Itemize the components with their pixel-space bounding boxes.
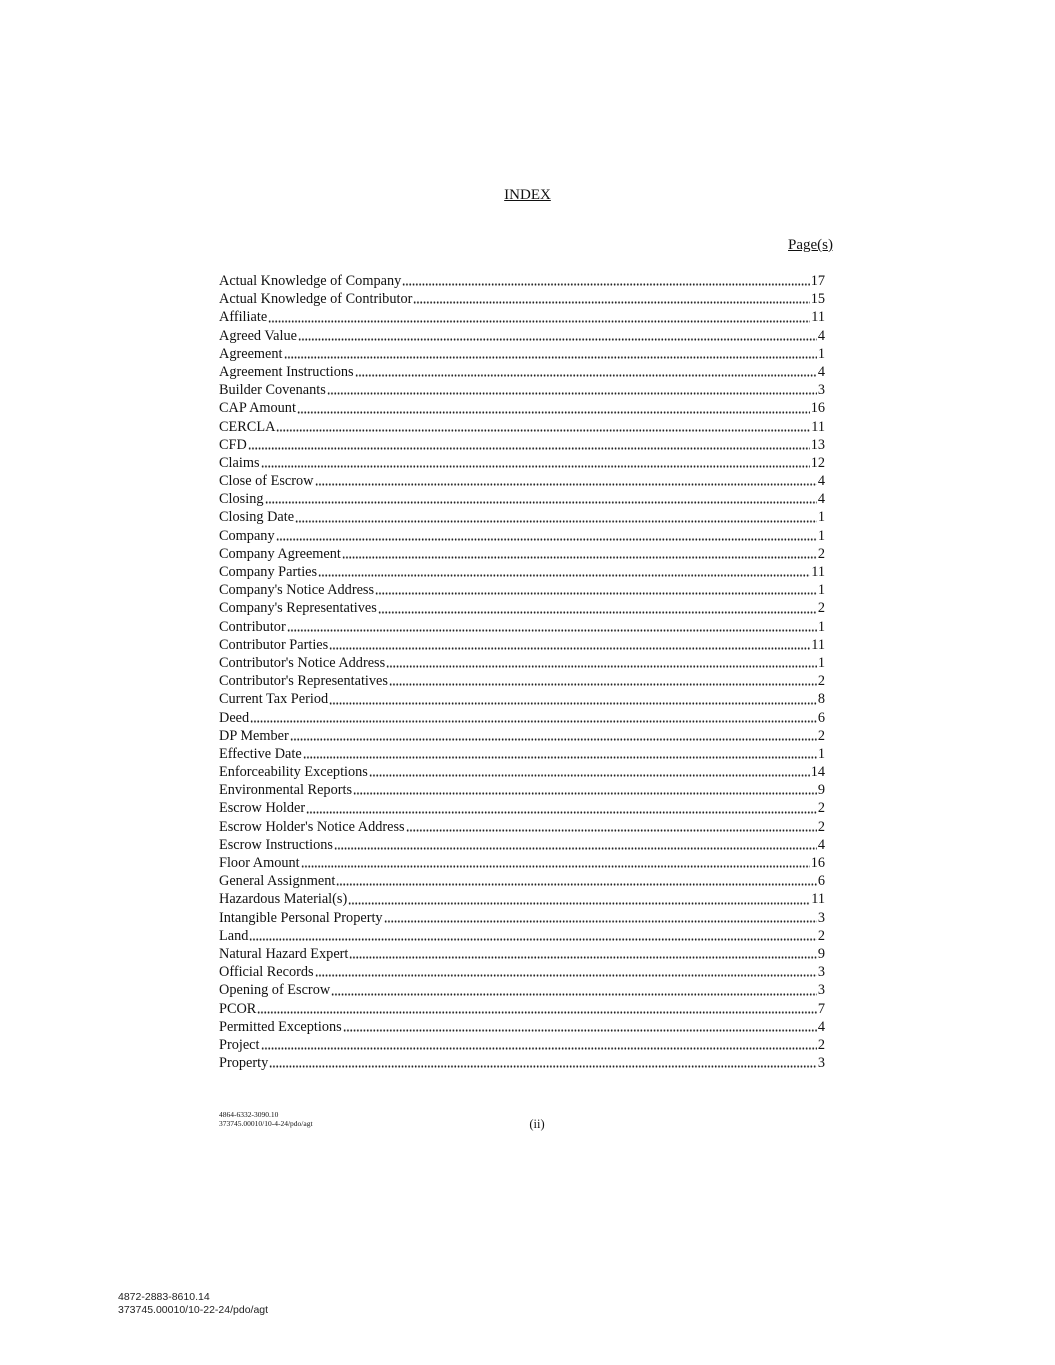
index-entry	[219, 472, 825, 490]
footer-id-line-2: 373745.00010/10-22-24/pdo/agt	[118, 1304, 269, 1316]
dot-leader	[269, 1065, 817, 1068]
dot-leader	[257, 1011, 816, 1014]
index-term: Agreed Value	[219, 327, 297, 344]
index-term: Current Tax Period	[219, 691, 329, 708]
index-page-number: 15	[810, 291, 825, 308]
index-entry	[219, 290, 825, 308]
index-entry	[219, 490, 825, 508]
index-page-number: 4	[817, 491, 825, 508]
index-term: Builder Covenants	[219, 382, 326, 399]
index-entry	[219, 872, 825, 890]
index-title: INDEX	[504, 187, 551, 203]
index-term: Escrow Holder's Notice Address	[219, 818, 405, 835]
index-page-number: 11	[811, 636, 825, 653]
dot-leader	[329, 647, 810, 650]
index-entry	[219, 363, 825, 381]
dot-leader	[303, 756, 817, 759]
index-term: Claims	[219, 454, 260, 471]
index-term: Floor Amount	[219, 855, 300, 871]
index-term: CAP Amount	[219, 400, 296, 417]
index-entry	[219, 1018, 825, 1036]
index-page-number: 2	[817, 818, 825, 835]
index-entry	[219, 545, 825, 563]
index-page-number: 6	[817, 709, 825, 726]
footer-id-line-1: 4872-2883-8610.14	[118, 1291, 210, 1303]
index-term: Contributor's Representatives	[219, 673, 388, 690]
index-term: Official Records	[219, 964, 314, 981]
index-term: Natural Hazard Expert	[219, 945, 349, 962]
dot-leader	[298, 338, 817, 341]
index-page-number: 3	[817, 982, 825, 999]
index-entry	[219, 563, 825, 581]
index-page-number: 2	[817, 1036, 825, 1053]
index-page-number: 2	[817, 545, 825, 562]
index-entry	[219, 781, 825, 799]
index-list	[219, 272, 825, 1072]
index-entry	[219, 345, 825, 363]
index-page-number: 12	[810, 454, 825, 471]
index-entry	[219, 527, 825, 545]
index-term: Company's Representatives	[219, 600, 377, 617]
index-term: Escrow Holder	[219, 800, 306, 817]
dot-leader	[261, 1047, 817, 1050]
index-term: Environmental Reports	[219, 782, 353, 799]
dot-leader	[276, 538, 817, 541]
index-entry	[219, 690, 825, 708]
dot-leader	[331, 993, 817, 996]
index-entry	[219, 436, 825, 454]
index-term: Company Agreement	[219, 545, 341, 562]
index-page-number: 7	[817, 1000, 825, 1017]
index-page-number: 3	[817, 964, 825, 981]
index-term: CERCLA	[219, 418, 276, 435]
dot-leader	[276, 429, 810, 432]
index-page-number: 1	[817, 654, 825, 671]
dot-leader	[389, 683, 817, 686]
dot-leader	[287, 629, 817, 632]
index-page-number: 13	[810, 436, 825, 453]
index-term: Deed	[219, 709, 250, 726]
index-entry	[219, 981, 825, 999]
dot-leader	[402, 283, 809, 286]
dot-leader	[295, 520, 817, 523]
dot-leader	[336, 883, 817, 886]
document-id-line-1: 4864-6332-3090.10	[219, 1110, 279, 1119]
index-entry	[219, 1000, 825, 1018]
index-entry	[219, 854, 825, 872]
index-page-number: 1	[817, 582, 825, 599]
dot-leader	[318, 574, 810, 577]
index-term: Intangible Personal Property	[219, 909, 383, 926]
index-term: Contributor	[219, 618, 286, 635]
index-term: Company Parties	[219, 564, 318, 580]
index-term: Contributor Parties	[219, 636, 329, 653]
index-entry	[219, 327, 825, 345]
dot-leader	[290, 738, 817, 741]
index-term: Permitted Exceptions	[219, 1018, 342, 1035]
index-term: Agreement	[219, 345, 283, 362]
index-entry	[219, 709, 825, 727]
index-entry	[219, 745, 825, 763]
index-term: Company	[219, 527, 275, 544]
index-entry	[219, 618, 825, 636]
index-term: Escrow Instructions	[219, 836, 333, 853]
index-entry	[219, 672, 825, 690]
index-page-number: 2	[817, 800, 825, 817]
dot-leader	[413, 301, 809, 304]
index-page-number: 11	[811, 891, 825, 908]
index-term: Hazardous Material(s)	[219, 891, 348, 908]
index-term: Closing	[219, 491, 264, 508]
index-term: Closing Date	[219, 509, 295, 526]
document-id-line-2: 373745.00010/10-4-24/pdo/agt	[219, 1119, 313, 1128]
index-page-number: 4	[817, 327, 825, 344]
index-page-number: 11	[811, 418, 825, 435]
index-term: Property	[219, 1055, 269, 1072]
index-entry	[219, 418, 825, 436]
index-term: Company's Notice Address	[219, 582, 375, 599]
index-term: Opening of Escrow	[219, 982, 331, 999]
pages-column-header: Page(s)	[788, 237, 833, 253]
index-term: Affiliate	[219, 309, 268, 326]
index-entry	[219, 636, 825, 654]
dot-leader	[329, 702, 817, 705]
index-page-number: 1	[817, 527, 825, 544]
index-term: General Assignment	[219, 873, 336, 890]
index-term: Actual Knowledge of Contributor	[219, 291, 413, 308]
index-term: DP Member	[219, 727, 289, 744]
index-page-number: 1	[817, 618, 825, 635]
dot-leader	[342, 556, 817, 559]
index-entry	[219, 818, 825, 836]
dot-leader	[353, 792, 817, 795]
index-entry	[219, 581, 825, 599]
index-page-number: 6	[817, 873, 825, 890]
dot-leader	[334, 847, 817, 850]
dot-leader	[369, 774, 810, 777]
index-page-number: 2	[817, 927, 825, 944]
index-term: Contributor's Notice Address	[219, 654, 386, 671]
index-page-number: 17	[810, 273, 825, 289]
index-page-number: 11	[811, 309, 825, 326]
dot-leader	[265, 501, 817, 504]
index-term: PCOR	[219, 1000, 257, 1017]
dot-leader	[284, 356, 817, 359]
index-page-number: 3	[817, 382, 825, 399]
index-entry	[219, 927, 825, 945]
dot-leader	[250, 720, 817, 723]
index-term: Land	[219, 927, 249, 944]
dot-leader	[349, 956, 816, 959]
index-page-number: 16	[810, 855, 825, 871]
index-page-number: 9	[817, 945, 825, 962]
dot-leader	[297, 411, 810, 414]
index-page-number: 3	[817, 1055, 825, 1072]
dot-leader	[384, 920, 817, 923]
footer-document-id	[118, 1291, 268, 1317]
dot-leader	[375, 592, 817, 595]
index-page-number: 4	[817, 836, 825, 853]
dot-leader	[306, 811, 817, 814]
dot-leader	[301, 865, 810, 868]
index-entry	[219, 963, 825, 981]
index-page-number: 14	[810, 764, 825, 781]
index-entry	[219, 654, 825, 672]
dot-leader	[249, 938, 816, 941]
index-page-number: 2	[817, 727, 825, 744]
index-page-number: 16	[810, 400, 825, 417]
dot-leader	[315, 974, 817, 977]
index-entry	[219, 890, 825, 908]
dot-leader	[386, 665, 817, 668]
page-number: (ii)	[529, 1117, 545, 1131]
dot-leader	[348, 902, 810, 905]
dot-leader	[406, 829, 817, 832]
index-entry	[219, 799, 825, 817]
index-entry	[219, 599, 825, 617]
index-entry	[219, 508, 825, 526]
index-page-number: 11	[811, 564, 825, 580]
index-entry	[219, 272, 825, 290]
index-entry	[219, 763, 825, 781]
index-page-number: 1	[817, 509, 825, 526]
index-term: Agreement Instructions	[219, 363, 354, 380]
dot-leader	[315, 483, 817, 486]
index-entry	[219, 836, 825, 854]
index-term: Project	[219, 1036, 260, 1053]
dot-leader	[378, 611, 817, 614]
index-term: CFD	[219, 436, 247, 453]
dot-leader	[248, 447, 810, 450]
index-page-number: 4	[817, 363, 825, 380]
index-page-number: 8	[817, 691, 825, 708]
index-page-number: 9	[817, 782, 825, 799]
dot-leader	[355, 374, 817, 377]
index-entry	[219, 1036, 825, 1054]
index-page-number: 1	[817, 345, 825, 362]
index-term: Actual Knowledge of Company	[219, 273, 402, 289]
dot-leader	[261, 465, 810, 468]
dot-leader	[343, 1029, 817, 1032]
dot-leader	[268, 320, 810, 323]
index-entry	[219, 399, 825, 417]
index-entry	[219, 727, 825, 745]
index-term: Enforceability Exceptions	[219, 764, 368, 781]
index-page-number: 1	[817, 745, 825, 762]
index-entry	[219, 381, 825, 399]
index-page-number: 3	[817, 909, 825, 926]
index-page-number: 2	[817, 673, 825, 690]
dot-leader	[327, 392, 817, 395]
index-entry	[219, 1054, 825, 1072]
index-page-number: 2	[817, 600, 825, 617]
index-entry	[219, 909, 825, 927]
index-page-number: 4	[817, 1018, 825, 1035]
index-term: Effective Date	[219, 745, 302, 762]
index-page-number: 4	[817, 473, 825, 490]
index-entry	[219, 308, 825, 326]
index-entry	[219, 945, 825, 963]
index-term: Close of Escrow	[219, 473, 314, 490]
index-entry	[219, 454, 825, 472]
